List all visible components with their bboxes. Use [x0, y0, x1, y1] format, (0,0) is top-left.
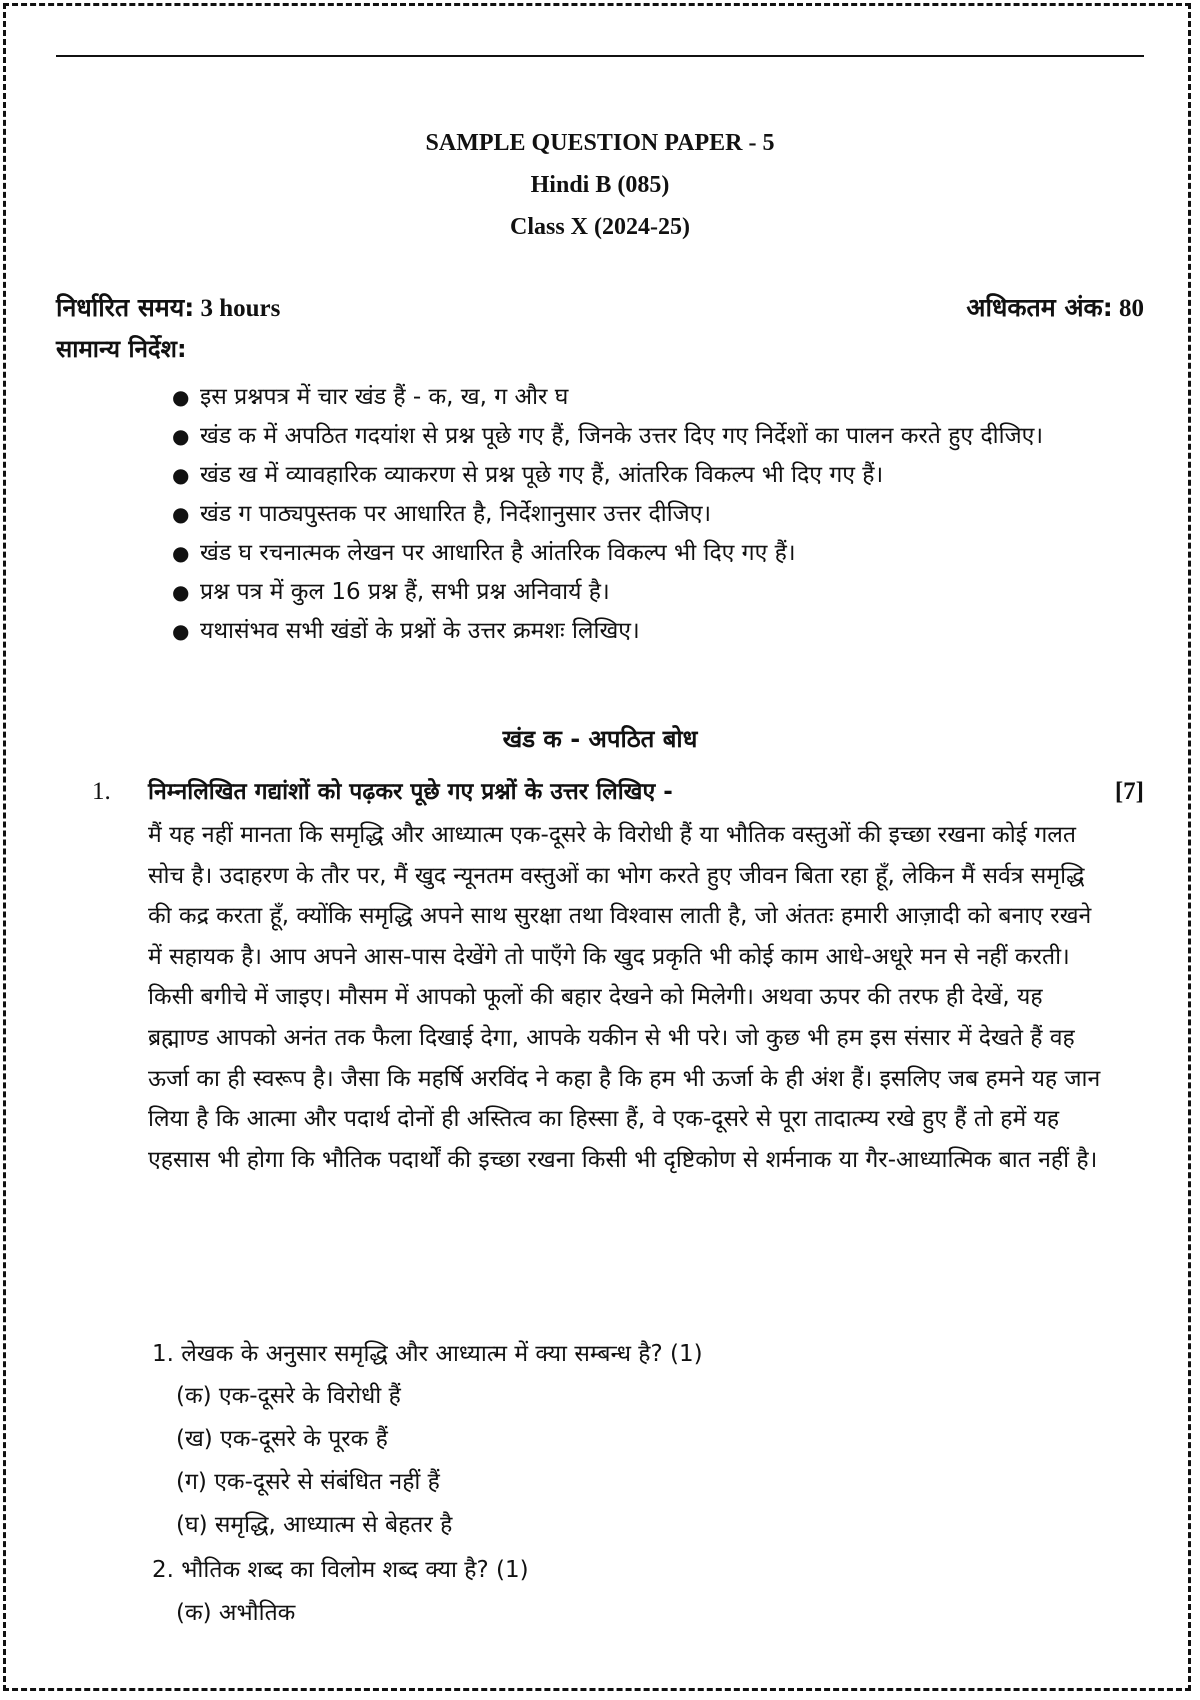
instruction-text: यथासंभव सभी खंडों के प्रश्नों के उत्तर क्रमशः लिखिए।: [200, 618, 640, 644]
instruction-text: इस प्रश्नपत्र में चार खंड हैं - क, ख, ग और घ: [200, 384, 569, 410]
instruction-text: खंड ख में व्यावहारिक व्याकरण से प्रश्न पूछे गए हैं, आंतरिक विकल्प भी दिए गए हैं।: [200, 462, 884, 488]
instruction-item: [160, 573, 1145, 612]
max-marks: [966, 290, 1144, 324]
option-ga: (ग) एक-दूसरे से संबंधित नहीं हैं: [176, 1469, 440, 1495]
paper-title: SAMPLE QUESTION PAPER - 5: [425, 130, 775, 156]
bullet-icon: ●: [172, 541, 190, 565]
paper-class: Class X (2024-25): [510, 214, 690, 240]
instruction-text: प्रश्न पत्र में कुल 16 प्रश्न हैं, सभी प्रश्न अनिवार्य है।: [200, 579, 610, 605]
instructions-list: [160, 378, 1145, 651]
option-kha: (ख) एक-दूसरे के पूरक हैं: [176, 1426, 388, 1452]
section-heading: खंड क - अपठित बोध: [502, 725, 698, 753]
bullet-icon: ●: [172, 580, 190, 604]
bullet-icon: ●: [172, 619, 190, 643]
option-ka: (क) एक-दूसरे के विरोधी हैं: [176, 1383, 401, 1409]
question-number: 1.: [92, 778, 111, 805]
time-label: निर्धारित समय:: [56, 293, 195, 322]
bullet-icon: ●: [172, 424, 190, 448]
sub-question-1: 1. लेखक के अनुसार समृद्धि और आध्यात्म में क्या सम्बन्ध है? (1): [152, 1341, 703, 1367]
bullet-icon: ●: [172, 463, 190, 487]
question-text: निम्नलिखित गद्यांशों को पढ़कर पूछे गए प्रश्नों के उत्तर लिखिए -: [148, 779, 673, 805]
time-allowed: [56, 290, 280, 324]
header-rule: [56, 55, 1144, 57]
marks-label: अधिकतम अंक:: [966, 293, 1113, 322]
paper-subject: Hindi B (085): [530, 172, 670, 198]
bullet-icon: ●: [172, 502, 190, 526]
instruction-item: [160, 534, 1145, 573]
option-ka: (क) अभौतिक: [176, 1600, 296, 1626]
unseen-passage: मैं यह नहीं मानता कि समृद्धि और आध्यात्म एक-दूसरे के विरोधी हैं या भौतिक वस्तुओं की इच्छा रखना कोई गलत सोच है। उदाहरण के तौर पर, मैं खुद न्यूनतम वस्तुओं का भोग करते हुए जीवन बिता रहा हूँ, लेकिन मैं सर्वत्र समृद्धि की कद्र करता हूँ, क्योंकि समृद्धि अपने साथ सुरक्षा तथा विश्वास लाती है, जो अंततः हमारी आज़ादी को बनाए रखने में सहायक है। आप अपने आस-पास देखेंगे तो पाएँगे कि खुद प्रकृति भी कोई काम आधे-अधूरे मन से नहीं करती। किसी बगीचे में जाइए। मौसम में आपको फूलों की बहार देखने को मिलेगी। अथवा ऊपर की तरफ ही देखें, यह ब्रह्माण्ड आपको अनंत तक फैला दिखाई देगा, आपके यकीन से भी परे। जो कुछ भी हम इस संसार में देखते हैं वह ऊर्जा का ही स्वरूप है। जैसा कि महर्षि अरविंद ने कहा है कि हम भी ऊर्जा के ही अंश हैं। इसलिए जब हमने यह जान लिया है कि आत्मा और पदार्थ दोनों ही अस्तित्व का हिस्सा हैं, वे एक-दूसरे से पूरा तादात्म्य रखे हुए हैं तो हमें यह एहसास भी होगा कि भौतिक पदार्थों की इच्छा रखना किसी भी दृष्टिकोण से शर्मनाक या गैर-आध्यात्मिक बात नहीं है।: [148, 822, 1101, 1173]
instruction-text: खंड ग पाठ्यपुस्तक पर आधारित है, निर्देशानुसार उत्तर दीजिए।: [200, 501, 712, 527]
sub-question-2: 2. भौतिक शब्द का विलोम शब्द क्या है? (1): [152, 1557, 529, 1583]
instruction-item: [160, 456, 1145, 495]
bullet-icon: ●: [172, 385, 190, 409]
question-marks: [7]: [1114, 778, 1144, 805]
marks-value: 80: [1119, 295, 1144, 322]
time-marks-row: [56, 290, 1144, 324]
instruction-item: [160, 378, 1145, 417]
option-gha: (घ) समृद्धि, आध्यात्म से बेहतर है: [176, 1512, 453, 1538]
instruction-text: खंड क में अपठित गदयांश से प्रश्न पूछे गए हैं, जिनके उत्तर दिए गए निर्देशों का पालन करते हुए दीजिए।: [200, 423, 1044, 449]
instruction-text: खंड घ रचनात्मक लेखन पर आधारित है आंतरिक विकल्प भी दिए गए हैं।: [200, 540, 796, 566]
instructions-title: सामान्य निर्देश:: [56, 335, 187, 363]
instruction-item: [160, 417, 1145, 456]
instruction-item: [160, 612, 1145, 651]
time-value: 3 hours: [200, 295, 281, 322]
instruction-item: [160, 495, 1145, 534]
